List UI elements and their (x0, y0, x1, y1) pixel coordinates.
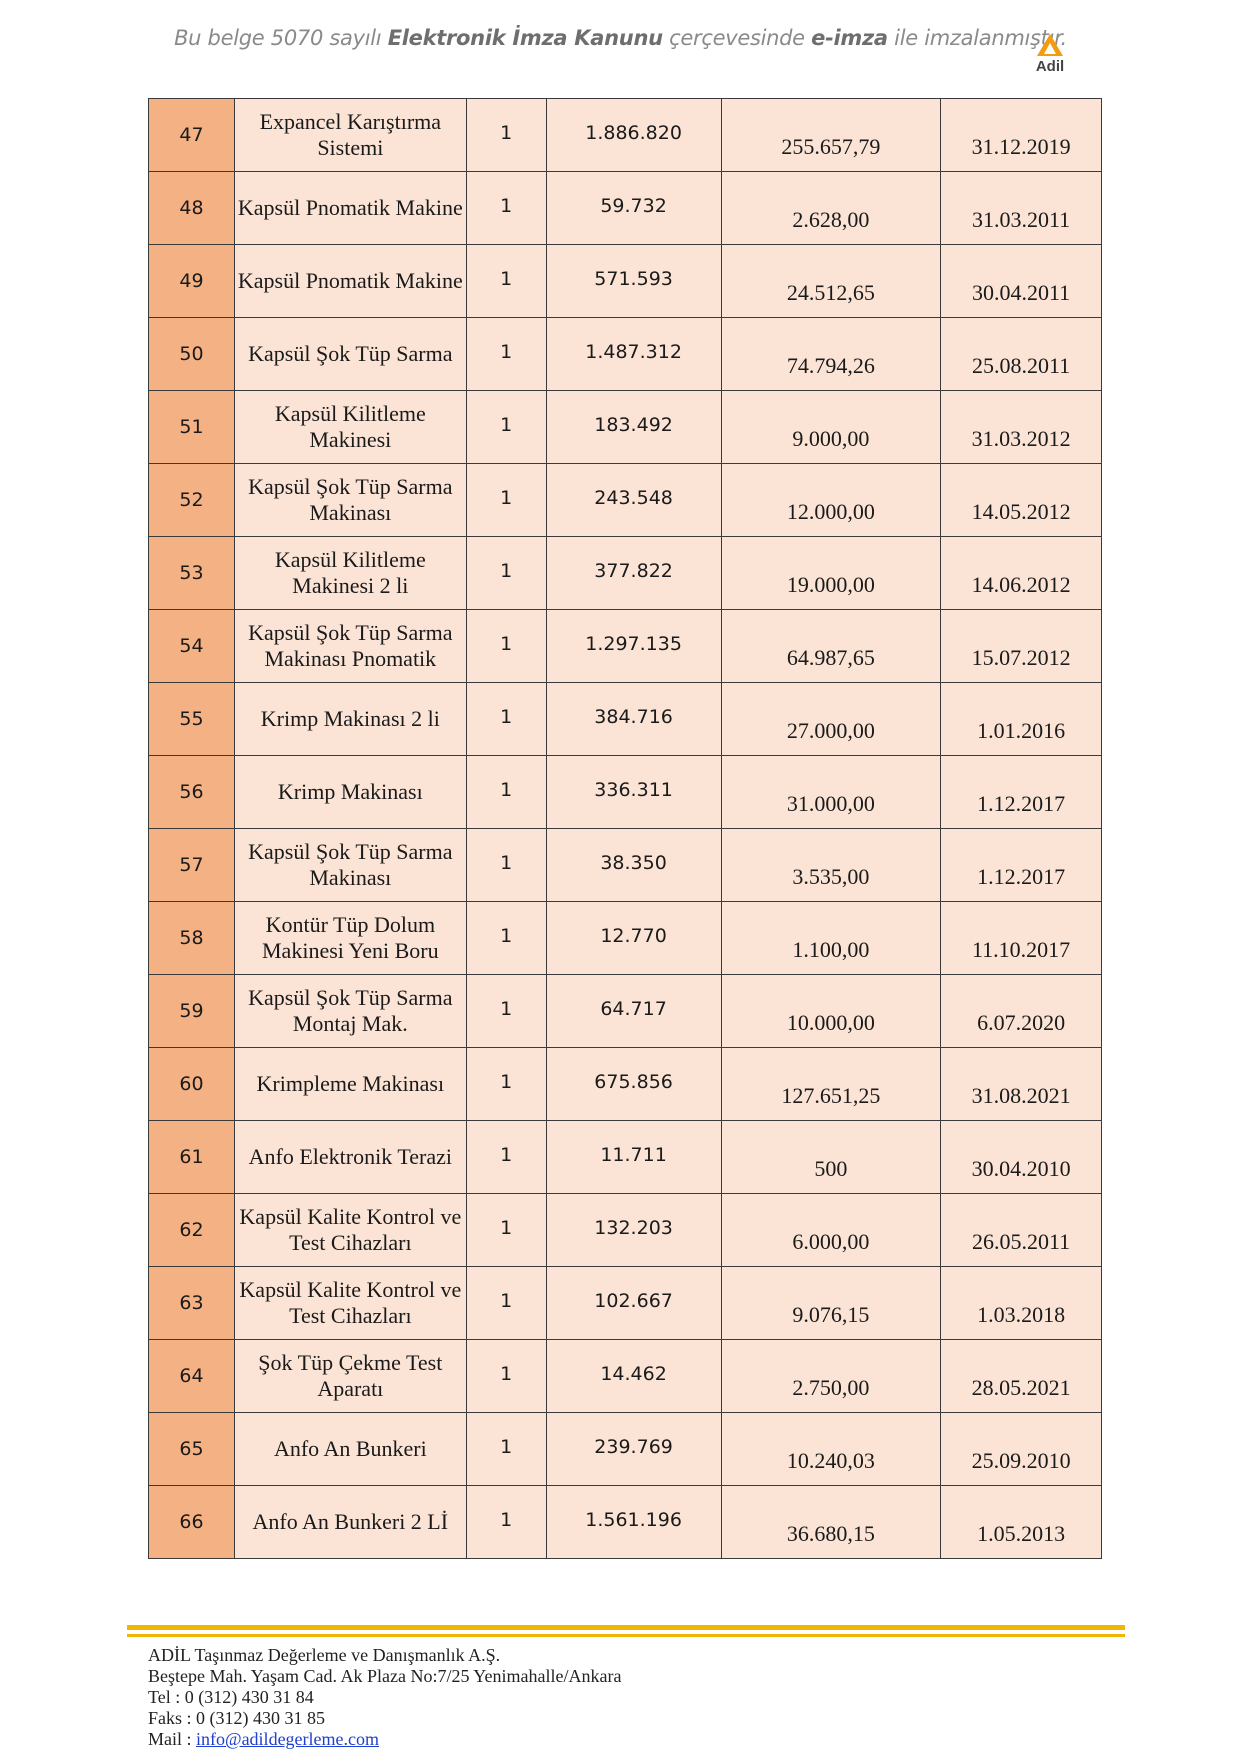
asset-code: 239.769 (546, 1413, 721, 1486)
asset-code: 675.856 (546, 1048, 721, 1121)
asset-quantity: 1 (466, 975, 546, 1048)
row-number: 50 (149, 318, 235, 391)
row-number: 57 (149, 829, 235, 902)
asset-code: 377.822 (546, 537, 721, 610)
table-row (149, 1486, 1102, 1559)
table-row (149, 391, 1102, 464)
footer-tel: Tel : 0 (312) 430 31 84 (148, 1687, 314, 1707)
asset-date: 28.05.2021 (941, 1340, 1102, 1413)
asset-name: Kapsül Şok Tüp Sarma Makinası Pnomatik (234, 610, 466, 683)
asset-cost: 10.000,00 (721, 975, 941, 1048)
asset-code: 384.716 (546, 683, 721, 756)
footer-company: ADİL Taşınmaz Değerleme ve Danışmanlık A.Ş. (148, 1645, 501, 1665)
table-row (149, 975, 1102, 1048)
row-number: 55 (149, 683, 235, 756)
asset-date: 1.01.2016 (941, 683, 1102, 756)
table-row (149, 1121, 1102, 1194)
asset-cost: 10.240,03 (721, 1413, 941, 1486)
row-number: 64 (149, 1340, 235, 1413)
asset-code: 12.770 (546, 902, 721, 975)
asset-code: 38.350 (546, 829, 721, 902)
asset-name: Kapsül Kalite Kontrol ve Test Cihazları (234, 1194, 466, 1267)
row-number: 59 (149, 975, 235, 1048)
asset-quantity: 1 (466, 1340, 546, 1413)
note-eimza: e-imza (811, 26, 888, 50)
asset-cost: 12.000,00 (721, 464, 941, 537)
table-row (149, 1340, 1102, 1413)
asset-name: Kapsül Şok Tüp Sarma Montaj Mak. (234, 975, 466, 1048)
table-row (149, 99, 1102, 172)
asset-cost: 31.000,00 (721, 756, 941, 829)
row-number: 62 (149, 1194, 235, 1267)
asset-cost: 27.000,00 (721, 683, 941, 756)
asset-code: 1.561.196 (546, 1486, 721, 1559)
note-suffix: ile imzalanmıştır. (887, 26, 1067, 50)
asset-quantity: 1 (466, 537, 546, 610)
table-row (149, 1048, 1102, 1121)
asset-code: 243.548 (546, 464, 721, 537)
asset-name: Krimpleme Makinası (234, 1048, 466, 1121)
row-number: 58 (149, 902, 235, 975)
asset-code: 1.487.312 (546, 318, 721, 391)
logo-triangle-icon (1037, 34, 1063, 56)
row-number: 65 (149, 1413, 235, 1486)
asset-cost: 2.628,00 (721, 172, 941, 245)
asset-date: 31.08.2021 (941, 1048, 1102, 1121)
asset-quantity: 1 (466, 1267, 546, 1340)
asset-code: 571.593 (546, 245, 721, 318)
asset-quantity: 1 (466, 1121, 546, 1194)
table-row (149, 537, 1102, 610)
asset-name: Krimp Makinası 2 li (234, 683, 466, 756)
row-number: 63 (149, 1267, 235, 1340)
table-row (149, 610, 1102, 683)
table-row (149, 829, 1102, 902)
asset-quantity: 1 (466, 1486, 546, 1559)
asset-date: 14.06.2012 (941, 537, 1102, 610)
row-number: 52 (149, 464, 235, 537)
asset-name: Kapsül Kilitleme Makinesi (234, 391, 466, 464)
asset-date: 15.07.2012 (941, 610, 1102, 683)
asset-cost: 24.512,65 (721, 245, 941, 318)
mail-link[interactable]: info@adildegerleme.com (196, 1729, 380, 1749)
asset-date: 6.07.2020 (941, 975, 1102, 1048)
asset-quantity: 1 (466, 99, 546, 172)
asset-quantity: 1 (466, 610, 546, 683)
asset-cost: 64.987,65 (721, 610, 941, 683)
row-number: 53 (149, 537, 235, 610)
asset-date: 1.12.2017 (941, 756, 1102, 829)
table-row (149, 683, 1102, 756)
company-logo (1030, 34, 1070, 86)
asset-quantity: 1 (466, 1194, 546, 1267)
note-law: Elektronik İmza Kanunu (387, 26, 663, 50)
asset-cost: 19.000,00 (721, 537, 941, 610)
asset-date: 26.05.2011 (941, 1194, 1102, 1267)
asset-name: Kapsül Şok Tüp Sarma Makinası (234, 464, 466, 537)
row-number: 56 (149, 756, 235, 829)
footer-divider (127, 1625, 1125, 1637)
asset-cost: 6.000,00 (721, 1194, 941, 1267)
asset-name: Kapsül Pnomatik Makine (234, 245, 466, 318)
row-number: 66 (149, 1486, 235, 1559)
row-number: 51 (149, 391, 235, 464)
note-prefix: Bu belge 5070 sayılı (174, 26, 388, 50)
asset-date: 31.03.2011 (941, 172, 1102, 245)
asset-code: 132.203 (546, 1194, 721, 1267)
asset-code: 11.711 (546, 1121, 721, 1194)
asset-quantity: 1 (466, 829, 546, 902)
asset-code: 59.732 (546, 172, 721, 245)
asset-code: 1.297.135 (546, 610, 721, 683)
asset-cost: 127.651,25 (721, 1048, 941, 1121)
asset-name: Kapsül Pnomatik Makine (234, 172, 466, 245)
asset-name: Kapsül Şok Tüp Sarma (234, 318, 466, 391)
asset-date: 11.10.2017 (941, 902, 1102, 975)
asset-cost: 2.750,00 (721, 1340, 941, 1413)
asset-name: Anfo An Bunkeri (234, 1413, 466, 1486)
asset-code: 336.311 (546, 756, 721, 829)
asset-code: 14.462 (546, 1340, 721, 1413)
asset-date: 31.03.2012 (941, 391, 1102, 464)
asset-cost: 9.076,15 (721, 1267, 941, 1340)
mail-label: Mail : (148, 1729, 196, 1749)
table-row (149, 1413, 1102, 1486)
asset-name: Kapsül Şok Tüp Sarma Makinası (234, 829, 466, 902)
asset-name: Krimp Makinası (234, 756, 466, 829)
asset-date: 30.04.2011 (941, 245, 1102, 318)
asset-cost: 255.657,79 (721, 99, 941, 172)
asset-quantity: 1 (466, 1413, 546, 1486)
asset-table (148, 98, 1102, 1559)
asset-cost: 74.794,26 (721, 318, 941, 391)
asset-code: 64.717 (546, 975, 721, 1048)
asset-name: Anfo An Bunkeri 2 Lİ (234, 1486, 466, 1559)
asset-date: 25.09.2010 (941, 1413, 1102, 1486)
row-number: 54 (149, 610, 235, 683)
asset-quantity: 1 (466, 464, 546, 537)
table-row (149, 756, 1102, 829)
note-mid: çerçevesinde (662, 26, 812, 50)
asset-cost: 500 (721, 1121, 941, 1194)
footer-address: Beştepe Mah. Yaşam Cad. Ak Plaza No:7/25 Yenimahalle/Ankara (148, 1666, 622, 1686)
table-row (149, 464, 1102, 537)
table-row (149, 1267, 1102, 1340)
asset-code: 1.886.820 (546, 99, 721, 172)
table-row (149, 172, 1102, 245)
asset-name: Kapsül Kilitleme Makinesi 2 li (234, 537, 466, 610)
asset-date: 14.05.2012 (941, 464, 1102, 537)
asset-name: Anfo Elektronik Terazi (234, 1121, 466, 1194)
asset-date: 31.12.2019 (941, 99, 1102, 172)
row-number: 47 (149, 99, 235, 172)
asset-quantity: 1 (466, 683, 546, 756)
asset-name: Kontür Tüp Dolum Makinesi Yeni Boru (234, 902, 466, 975)
asset-quantity: 1 (466, 318, 546, 391)
asset-name: Şok Tüp Çekme Test Aparatı (234, 1340, 466, 1413)
asset-cost: 3.535,00 (721, 829, 941, 902)
asset-cost: 36.680,15 (721, 1486, 941, 1559)
asset-cost: 1.100,00 (721, 902, 941, 975)
asset-date: 1.12.2017 (941, 829, 1102, 902)
asset-code: 183.492 (546, 391, 721, 464)
asset-code: 102.667 (546, 1267, 721, 1340)
footer (148, 1645, 621, 1750)
table-row (149, 902, 1102, 975)
row-number: 49 (149, 245, 235, 318)
table-row (149, 1194, 1102, 1267)
row-number: 60 (149, 1048, 235, 1121)
asset-date: 25.08.2011 (941, 318, 1102, 391)
asset-quantity: 1 (466, 902, 546, 975)
row-number: 61 (149, 1121, 235, 1194)
asset-quantity: 1 (466, 172, 546, 245)
asset-quantity: 1 (466, 756, 546, 829)
table-row (149, 318, 1102, 391)
row-number: 48 (149, 172, 235, 245)
footer-fax: Faks : 0 (312) 430 31 85 (148, 1708, 325, 1728)
asset-date: 1.03.2018 (941, 1267, 1102, 1340)
footer-mail (148, 1729, 621, 1750)
logo-text: Adil (1035, 58, 1065, 75)
asset-date: 1.05.2013 (941, 1486, 1102, 1559)
asset-name: Expancel Karıştırma Sistemi (234, 99, 466, 172)
asset-date: 30.04.2010 (941, 1121, 1102, 1194)
asset-quantity: 1 (466, 391, 546, 464)
asset-name: Kapsül Kalite Kontrol ve Test Cihazları (234, 1267, 466, 1340)
asset-quantity: 1 (466, 1048, 546, 1121)
table-row (149, 245, 1102, 318)
asset-quantity: 1 (466, 245, 546, 318)
asset-cost: 9.000,00 (721, 391, 941, 464)
